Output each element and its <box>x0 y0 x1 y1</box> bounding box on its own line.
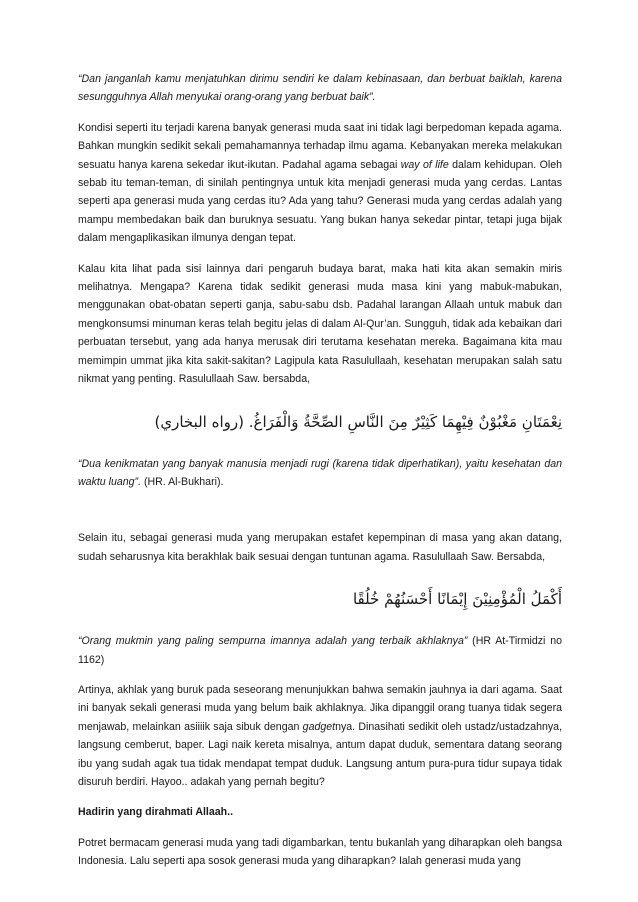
emphasis-text: gadget <box>302 720 336 733</box>
paragraph-text: nya. Dinasihati sedikit oleh ustadz/ustadzahnya, langsung cemberut, baper. Lagi naik kereta misalnya, antum dapat duduk, sementara datang seorang ibu yang sudah agak tua tidak mendapat tempat duduk. Langsung antum pura-pura tidur supaya tidak disuruh berdiri. Hayoo.. adakah yang pernah begitu? <box>78 720 563 788</box>
paragraph-text: Artinya, akhlak yang buruk pada seseorang menunjukkan bahwa semakin jauhnya ia dari agama. Saat ini banyak sekali generasi muda yang belum baik akhlaknya. Jika dipanggil orang tuanya tidak segera menjawab, melainkan asiiiik saja sibuk dengan <box>78 683 562 733</box>
arabic-hadith-health: نِعْمَتَانِ مَغْبُوْنٌ فِيْهِمَا كَثِيْرٌ مِنَ النَّاسِ الصِّحَّةُ وَالْفَرَاغُ. (رواه البخاري) <box>154 412 562 431</box>
paragraph-text: dalam kehidupan. Oleh sebab itu teman-teman, di sinilah pentingnya untuk kita menjadi generasi muda yang cerdas. Lantas seperti apa generasi muda yang cerdas itu? Ada yang tahu? Generasi muda yang cerdas adalah yang mampu membedakan baik dan buruknya sesuatu. Yang bukan hanya sekedar pintar, tetapi juga bijak dalam mengaplikasikan ilmunya dengan tepat. <box>78 158 562 245</box>
emphasis-text: way of life <box>400 158 449 171</box>
section-heading: Hadirin yang dirahmati Allaah.. <box>78 806 234 819</box>
paragraph-morals: Selain itu, sebagai generasi muda yang merupakan estafet kepempinan di masa yang akan datang, sudah seharusnya kita berakhlak baik sesuai dengan tuntunan agama. Rasulullaah Saw. Bersabda, <box>78 532 562 563</box>
paragraph-western-influence: Kalau kita lihat pada sisi lainnya dari pengaruh budaya barat, maka hati kita akan semakin miris melihatnya. Mengapa? Karena tidak sedikit generasi muda masa kini yang mabuk-mabukan, menggunakan obat-obatan seperti ganja, sabu-sabu dsb. Padahal larangan Allaah untuk mabuk dan mengkonsumsi minuman keras telah begitu jelas di dalam Al-Qur’an. Sungguh, tidak ada kebaikan dari perbuatan tersebut, yang ada hanya merusak diri terutama kesehatan mereka. Bagaimana kita mau memimpin ummat jika kita sakit-sakitan? Lagipula kata Rasulullaah, kesehatan merupakan salah satu nikmat yang penting. Rasulullaah Saw. bersabda, <box>78 262 562 386</box>
document-page <box>78 70 562 871</box>
hadith-translation-health <box>78 455 562 492</box>
quran-translation-quote: “Dan janganlah kamu menjatuhkan dirimu sendiri ke dalam kebinasaan, dan berbuat baiklah, karena sesungguhnya Allah menyukai orang-orang yang berbuat baik”. <box>78 73 562 104</box>
paragraph-text: Kondisi seperti itu terjadi karena banyak generasi muda saat ini tidak lagi berpedoman kepada agama. Bahkan mungkin sedikit sekali pemahamannya terhadap ilmu agama. Kebanyakan mereka melakukan sesuatu hanya karena sekedar ikut-ikutan. Padahal agama sebagai <box>78 121 562 171</box>
paragraph-expectation: Potret bermacam generasi muda yang tadi digambarkan, tentu bukanlah yang diharapkan oleh bangsa Indonesia. Lalu seperti apa sosok generasi muda yang diharapkan? Ialah generasi muda yang <box>78 836 562 868</box>
arabic-hadith-morals: أَكْمَلُ الْمُؤْمِنِيْنَ إِيْمَانًا أَحْسَنُهُمْ خُلُقًا <box>352 590 562 609</box>
quote-text: “Orang mukmin yang paling sempurna imannya adalah yang terbaik akhlaknya” <box>78 635 468 648</box>
citation-text: (HR. Al-Bukhari). <box>141 475 224 488</box>
paragraph-conditions <box>78 119 562 248</box>
citation-text: (HR At-Tirmidzi no 1162) <box>78 635 562 666</box>
paragraph-bad-morals <box>78 681 562 791</box>
hadith-translation-morals <box>78 632 562 669</box>
quote-text: “Dua kenikmatan yang banyak manusia menjadi rugi (karena tidak diperhatikan), yaitu kesehatan dan waktu luang”. <box>78 457 562 488</box>
